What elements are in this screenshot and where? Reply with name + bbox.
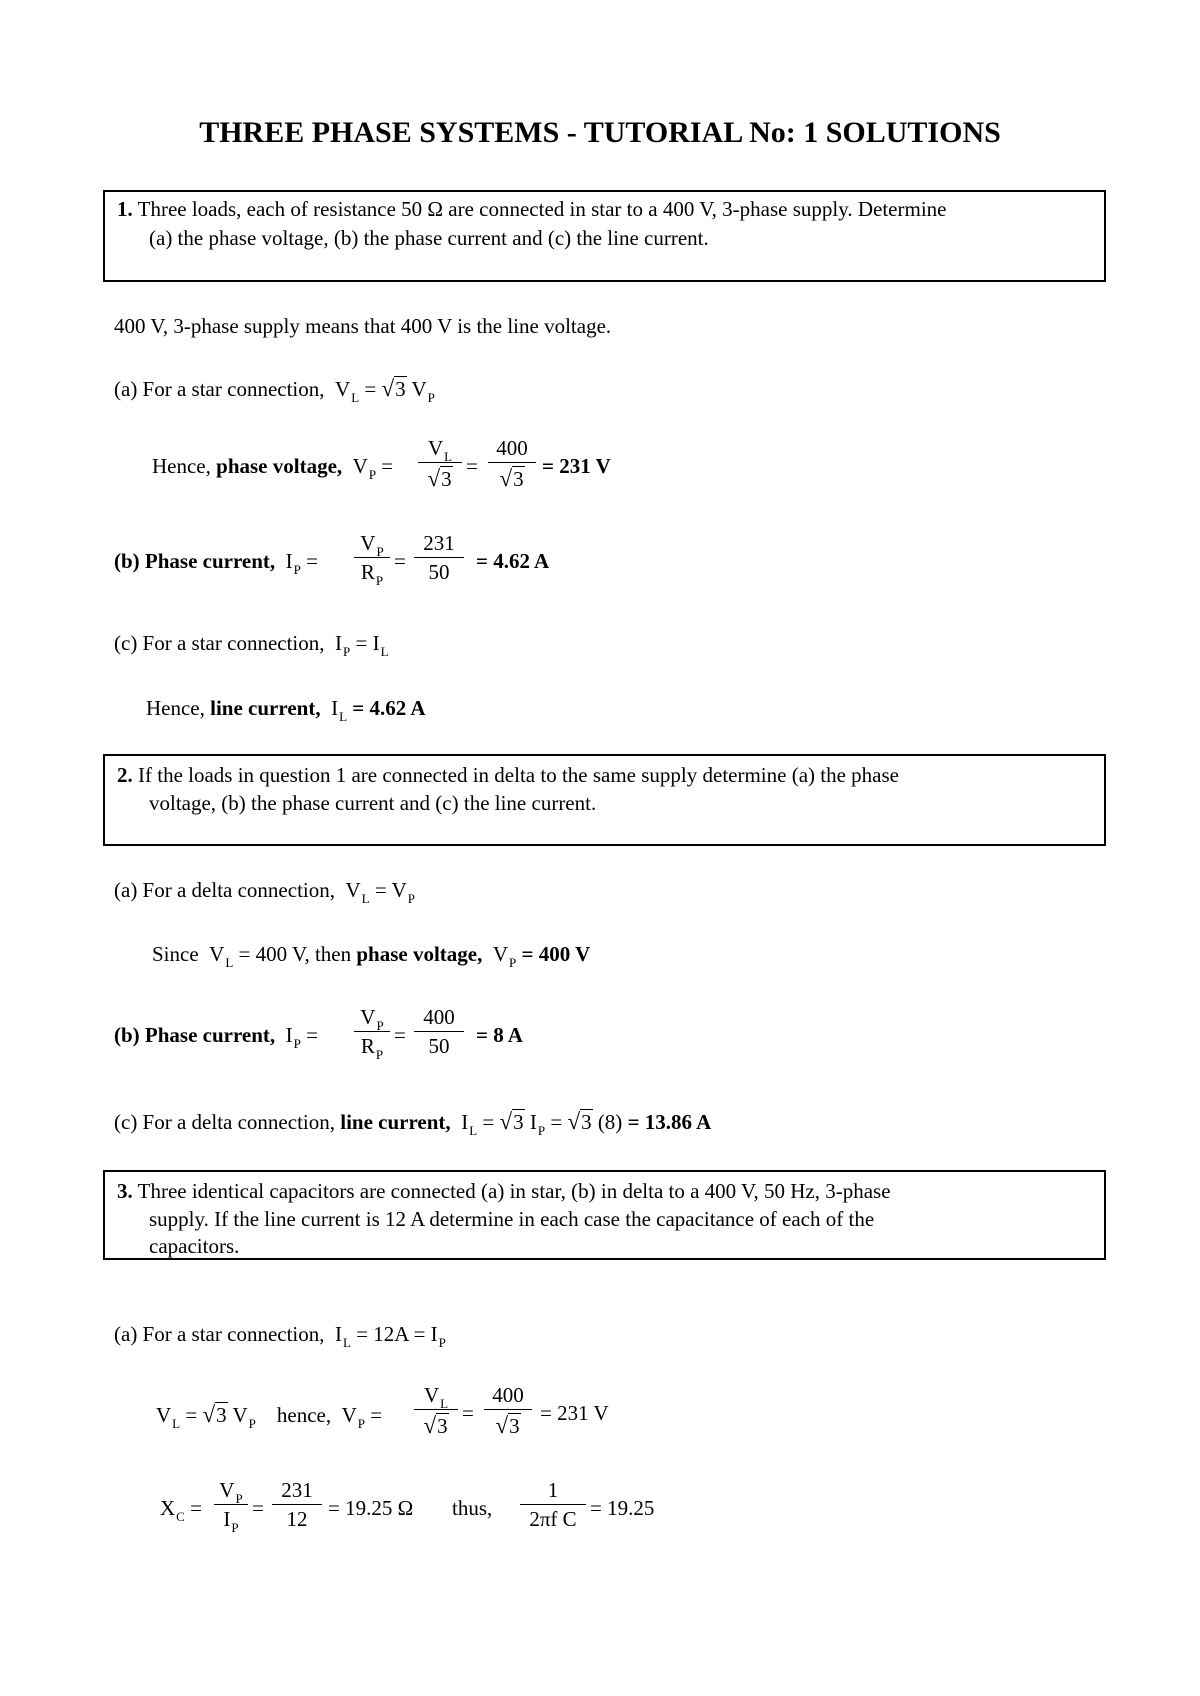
- s1-hence-line-current: Hence, line current, $I_L = 4.62$ A: [146, 696, 426, 724]
- s3-result-vp: = 231 V: [540, 1401, 609, 1425]
- eq: =: [252, 1496, 264, 1520]
- s1-frac-400-root3: 400 √3: [488, 438, 536, 490]
- s1-c-line: (c) For a star connection, $I_P = I_L$: [114, 631, 389, 659]
- page-title: THREE PHASE SYSTEMS - TUTORIAL No: 1 SOLUTIONS: [199, 116, 1001, 149]
- question-2-number: 2.: [117, 763, 133, 787]
- s2-frac-400-50: 400 50: [414, 1007, 464, 1057]
- question-3-line-2: supply. If the line current is 12 A determine in each case the capacitance of each of the: [149, 1207, 875, 1231]
- s3-xc-label: $X_C$ =: [160, 1496, 202, 1524]
- s1-b-line: (b) Phase current, $I_P$ =: [114, 549, 318, 577]
- s3-frac-1-2pifc: 1 2πf C: [520, 1480, 586, 1530]
- s1-result-ip: = 4.62 A: [476, 549, 550, 573]
- s2-frac-vp-rp: $V_P$ $R_P$: [354, 1007, 390, 1057]
- s2-b-line: (b) Phase current, $I_P$ =: [114, 1023, 318, 1051]
- eq: =: [394, 549, 406, 573]
- s1-a-line: (a) For a star connection, $V_L = √3$ $V_P$: [114, 376, 435, 405]
- s1-result-vp: = 231 V: [542, 454, 611, 478]
- s2-result-ip: = 8 A: [476, 1023, 523, 1047]
- eq: =: [466, 454, 478, 478]
- s1-hence-line: Hence, phase voltage, $V_P$ =: [152, 454, 394, 482]
- s3-frac-400-root3: 400 √3: [484, 1385, 532, 1437]
- sqrt-3: √3: [381, 376, 406, 401]
- question-3-line-1: 3. Three identical capacitors are connected (a) in star, (b) in delta to a 400 V, 50 Hz, 3-phase: [117, 1179, 891, 1203]
- s3-frac-vl-root3: $V_L$ √3: [414, 1385, 458, 1437]
- eq: =: [462, 1401, 474, 1425]
- s3-vl-line: $V_L = √3$ $V_P$ hence, $V_P$ =: [156, 1402, 383, 1431]
- question-1-line-1: 1. Three loads, each of resistance 50 Ω are connected in star to a 400 V, 3-phase supply. Determine: [117, 197, 947, 221]
- question-3-line-3: capacitors.: [149, 1234, 240, 1258]
- question-3-box: [103, 1170, 1106, 1260]
- question-2-box: [103, 754, 1106, 846]
- s1-frac-vp-rp: $V_P$ $R_P$: [354, 533, 390, 583]
- eq: =: [394, 1023, 406, 1047]
- question-3-number: 3.: [117, 1179, 133, 1203]
- s2-since-line: Since $V_L = 400$ V, then phase voltage, $V_P = 400$ V: [152, 942, 591, 970]
- question-1-box: [103, 190, 1106, 282]
- s2-a-line: (a) For a delta connection, $V_L = V_P$: [114, 878, 415, 906]
- s1-frac-231-50: 231 50: [414, 533, 464, 583]
- s1-intro: 400 V, 3-phase supply means that 400 V is the line voltage.: [114, 314, 612, 338]
- s3-a-line: (a) For a star connection, $I_L = 12A = I_P$: [114, 1322, 446, 1350]
- question-1-number: 1.: [117, 197, 133, 221]
- s2-c-line: (c) For a delta connection, line current, $I_L = √3$ $I_P = √3$ (8) = 13.86 A: [114, 1109, 712, 1138]
- question-2-line-2: voltage, (b) the phase current and (c) the line current.: [149, 791, 597, 815]
- s3-frac-231-12: 231 12: [272, 1480, 322, 1530]
- question-1-line-2: (a) the phase voltage, (b) the phase current and (c) the line current.: [149, 226, 709, 250]
- s3-frac-vp-ip: $V_P$ $I_P$: [214, 1480, 248, 1530]
- s3-thus: thus,: [452, 1496, 493, 1520]
- question-2-line-1: 2. If the loads in question 1 are connected in delta to the same supply determine (a) the phase: [117, 763, 899, 787]
- s3-xc-result: = 19.25 Ω: [328, 1496, 414, 1520]
- s1-frac-vl-root3: $V_L$ √3: [418, 438, 462, 490]
- s3-final: = 19.25: [590, 1496, 655, 1520]
